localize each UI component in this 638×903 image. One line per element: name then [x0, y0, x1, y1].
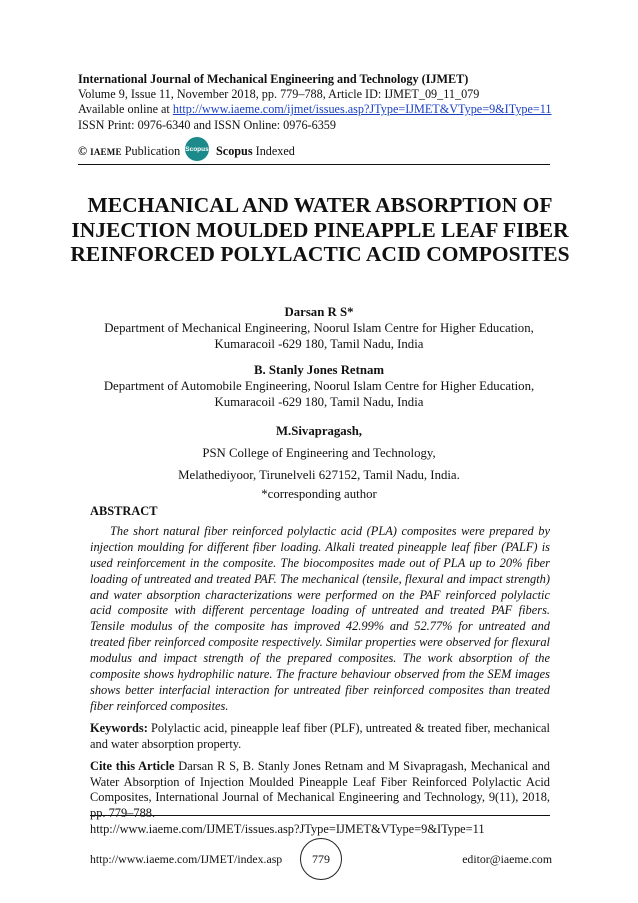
abstract-text: The short natural fiber reinforced polylactic acid (PLA) composites were prepared by injection moulding for different fiber loading. Alkali treated pineapple leaf fiber (PALF) is used reinforcement in the composite. The biocomposites made out of PLA up to 20% fiber loading of untreated and treated PAF. The mechanical (tensile, flexural and impact strength) and water absorption characterizations were performed on the PAF reinforced polylactic acid composite with different percentage loading of untreated and treated PAF fibers. Tensile modulus of the composite has improved 42.99% and 52.77% for untreated and treated fiber reinforced composite respectively. Similar properties were observed for flexural modulus and impact strength of the prepared composites. The work absorption of the composite shows hydrophilic nature. The fracture behaviour observed from the SEM images shows better interfacial interaction for untreated fiber reinforced composites than treated fiber reinforced composites.	[90, 523, 550, 713]
paper-title: MECHANICAL AND WATER ABSORPTION OF INJECTION MOULDED PINEAPPLE LEAF FIBER REINFORCED POLYLACTIC ACID COMPOSITES	[70, 193, 570, 266]
scopus-indexed-label	[216, 144, 295, 159]
author-block-2	[78, 362, 560, 411]
available-prefix: Available online at	[78, 102, 173, 117]
author-block-1	[78, 304, 560, 353]
author-affiliation: Kumaracoil -629 180, Tamil Nadu, India	[214, 395, 424, 410]
publisher-label	[78, 144, 180, 159]
scopus-word: Scopus	[216, 144, 253, 158]
citation-text: Darsan R S, B. Stanly Jones Retnam and M Sivapragash, Mechanical and Water Absorption of Injection Moulded Pineapple Leaf Fiber Reinforced Polylactic Acid Composites, International Journal of Mechanical Engineering and Technology, 9(11), 2018, pp. 779–788.	[90, 758, 550, 821]
iaeme-name: IAEME	[90, 147, 122, 157]
keywords-text: Polylactic acid, pineapple leaf fiber (PLF), untreated & treated fiber, mechanical and water absorption property.	[90, 720, 550, 751]
footer-email[interactable]: editor@iaeme.com	[462, 852, 552, 866]
publication-word: Publication	[121, 144, 181, 158]
citation-label: Cite this Article	[90, 758, 175, 773]
page-number: 779	[300, 838, 342, 880]
corresponding-author-note: *corresponding author	[261, 487, 377, 501]
author-affiliation: Kumaracoil -629 180, Tamil Nadu, India	[214, 337, 424, 352]
citation-url[interactable]: http://www.iaeme.com/IJMET/issues.asp?JType=IJMET&VType=9&IType=11	[90, 822, 485, 837]
author-name: B. Stanly Jones Retnam	[253, 363, 385, 377]
author-affiliation: Department of Mechanical Engineering, Noorul Islam Centre for Higher Education,	[104, 321, 534, 336]
footer-divider	[90, 815, 550, 816]
citation-paragraph	[90, 759, 550, 839]
issn-line: ISSN Print: 0976-6340 and ISSN Online: 0976-6359	[78, 117, 336, 132]
author-name: Darsan R S*	[284, 305, 354, 319]
copyright-symbol: ©	[78, 144, 88, 158]
footer-url[interactable]: http://www.iaeme.com/IJMET/index.asp	[90, 852, 283, 866]
publisher-row	[78, 140, 558, 164]
journal-title: International Journal of Mechanical Engineering and Technology (IJMET)	[78, 72, 469, 86]
author-name: M.Sivapragash,	[275, 424, 363, 438]
keywords-label: Keywords:	[90, 720, 148, 735]
author-affiliation: PSN College of Engineering and Technology,	[202, 446, 436, 460]
abstract-section	[90, 504, 550, 838]
available-line	[78, 102, 558, 117]
author-affiliation: Department of Automobile Engineering, Noorul Islam Centre for Higher Education,	[103, 379, 535, 394]
scopus-logo-icon: Scopus	[185, 137, 209, 161]
author-block-3	[78, 420, 560, 502]
journal-issue-link[interactable]: http://www.iaeme.com/ijmet/issues.asp?JType=IJMET&VType=9&IType=11	[172, 102, 552, 117]
abstract-heading: ABSTRACT	[90, 504, 158, 518]
indexed-word: Indexed	[252, 144, 295, 158]
journal-header	[78, 72, 558, 133]
volume-line: Volume 9, Issue 11, November 2018, pp. 779–788, Article ID: IJMET_09_11_079	[78, 87, 480, 102]
keywords-paragraph	[90, 721, 550, 753]
header-divider	[78, 164, 550, 165]
author-affiliation: Melathediyoor, Tirunelveli 627152, Tamil Nadu, India.	[178, 468, 460, 482]
